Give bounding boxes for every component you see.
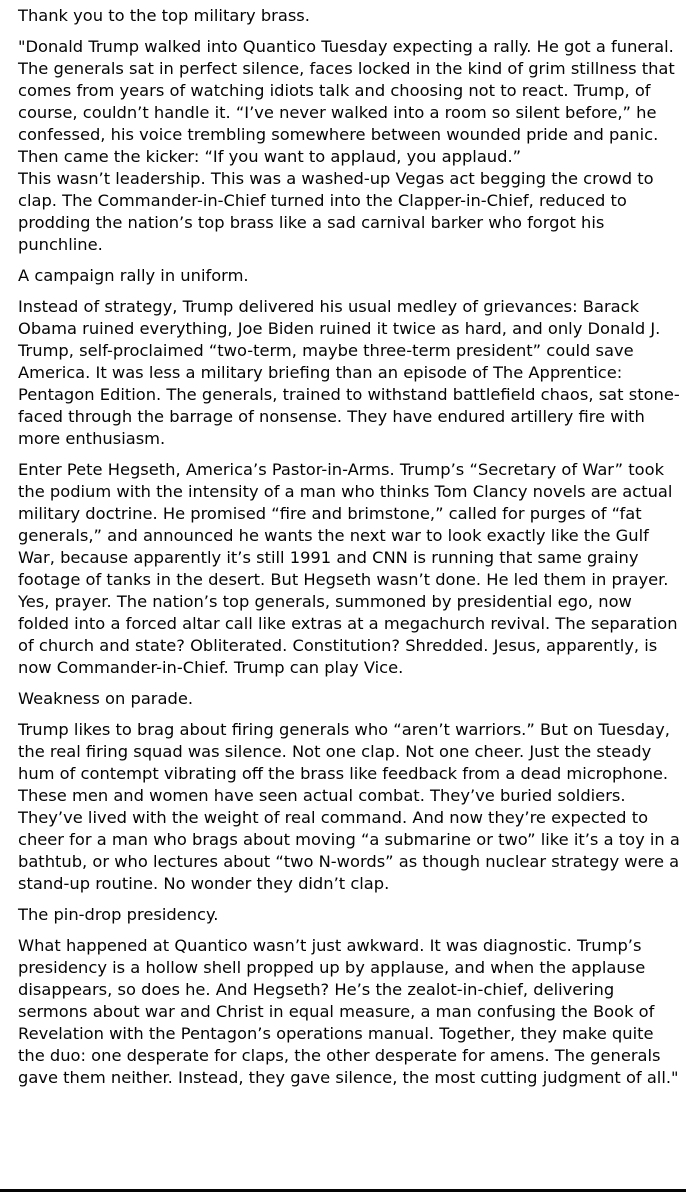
post-paragraph-intro: Thank you to the top military brass.	[18, 6, 310, 25]
post-paragraph-grievances: Instead of strategy, Trump delivered his usual medley of grievances: Barack Obama ruined everything, Joe Biden ruined it twice as hard, and only Donald J. Trump, self-proclaimed “two-term, maybe three-term president” could save America. It was less a military briefing than an episode of The Apprentice: Pentagon Edition. The generals, trained to withstand battlefield chaos, sat stone-faced through the barrage of nonsense. They have endured artillery fire with more enthusiasm.	[18, 297, 680, 448]
post-paragraph-rally-heading: A campaign rally in uniform.	[18, 266, 249, 285]
post-paragraph-weakness-heading: Weakness on parade.	[18, 689, 194, 708]
post-body	[18, 5, 682, 1089]
post-paragraph-pin-drop-heading: The pin-drop presidency.	[18, 905, 219, 924]
post-paragraph-silence: Trump likes to brag about firing generals who “aren’t warriors.” But on Tuesday, the real firing squad was silence. Not one clap. Not one cheer. Just the steady hum of contempt vibrating off the brass like feedback from a dead microphone. These men and women have seen actual combat. They’ve buried soldiers. They’ve lived with the weight of real command. And now they’re expected to cheer for a man who brags about moving “a submarine or two” like it’s a toy in a bathtub, or who lectures about “two N-words” as though nuclear strategy were a stand-up routine. No wonder they didn’t clap.	[18, 720, 680, 893]
post-paragraph-hegseth: Enter Pete Hegseth, America’s Pastor-in-Arms. Trump’s “Secretary of War” took the podium with the intensity of a man who thinks Tom Clancy novels are actual military doctrine. He promised “fire and brimstone,” called for purges of “fat generals,” and announced he wants the next war to look exactly like the Gulf War, because apparently it’s still 1991 and CNN is running that same grainy footage of tanks in the desert. But Hegseth wasn’t done. He led them in prayer. Yes, prayer. The nation’s top generals, summoned by presidential ego, now folded into a forced altar call like extras at a megachurch revival. The separation of church and state? Obliterated. Constitution? Shredded. Jesus, apparently, is now Commander-in-Chief. Trump can play Vice.	[18, 460, 678, 677]
post-paragraph-quantico: "Donald Trump walked into Quantico Tuesday expecting a rally. He got a funeral. The generals sat in perfect silence, faces locked in the kind of grim stillness that comes from years of watching idiots talk and choosing not to react. Trump, of course, couldn’t handle it. “I’ve never walked into a room so silent before,” he confessed, his voice trembling somewhere between wounded pride and panic. Then came the kicker: “If you want to applaud, you applaud.” This wasn’t leadership. This was a washed-up Vegas act begging the crowd to clap. The Commander-in-Chief turned into the Clapper-in-Chief, reduced to prodding the nation’s top brass like a sad carnival barker who forgot his punchline.	[18, 37, 675, 254]
post-paragraph-conclusion: What happened at Quantico wasn’t just awkward. It was diagnostic. Trump’s presidency is a hollow shell propped up by applause, and when the applause disappears, so does he. And Hegseth? He’s the zealot-in-chief, delivering sermons about war and Christ in equal measure, a man confusing the Book of Revelation with the Pentagon’s operations manual. Together, they make quite the duo: one desperate for claps, the other desperate for amens. The generals gave them neither. Instead, they gave silence, the most cutting judgment of all."	[18, 936, 679, 1087]
